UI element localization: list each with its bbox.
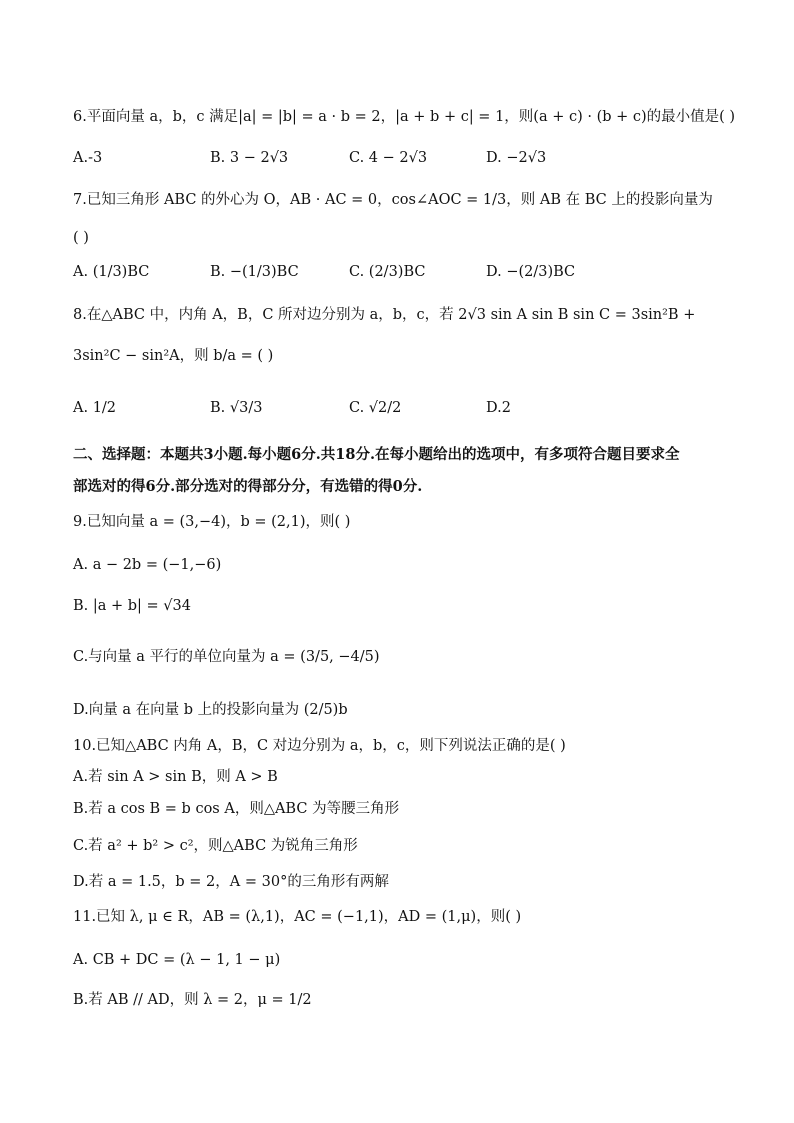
q8-option-b: B. √3/3 <box>210 400 263 416</box>
q6-stem: 6.平面向量 a，b，c 满足|a| = |b| = a · b = 2，|a + b + c| = 1，则(a + c) · (b + c)的最小值是( ) <box>73 109 736 125</box>
q11-stem: 11.已知 λ, μ ∈ R，AB = (λ,1)，AC = (−1,1)，AD = (1,μ)，则( ) <box>73 909 522 925</box>
q8-stem: 8.在△ABC 中，内角 A，B，C 所对边分别为 a，b，c，若 2√3 sin A sin B sin C = 3sin²B + <box>73 307 696 323</box>
q10-option-b: B.若 a cos B = b cos A，则△ABC 为等腰三角形 <box>73 801 400 817</box>
section2-heading-line2: 部选对的得6分.部分选对的得部分分，有选错的得0分. <box>73 478 423 495</box>
q8-option-a: A. 1/2 <box>73 400 117 416</box>
q6-option-c: C. 4 − 2√3 <box>349 150 428 166</box>
q9-option-b: B. |a + b| = √34 <box>73 598 191 614</box>
q10-option-c: C.若 a² + b² > c²，则△ABC 为锐角三角形 <box>73 838 358 854</box>
q11-option-a: A. CB + DC = (λ − 1, 1 − μ) <box>73 952 281 968</box>
q7-option-b: B. −(1/3)BC <box>210 264 299 280</box>
q7-stem: 7.已知三角形 ABC 的外心为 O，AB · AC = 0，cos∠AOC = 1/3，则 AB 在 BC 上的投影向量为 <box>73 192 713 208</box>
q6-option-a: A.-3 <box>73 150 103 166</box>
q11-option-b: B.若 AB // AD，则 λ = 2，μ = 1/2 <box>73 992 312 1008</box>
q6-option-b: B. 3 − 2√3 <box>210 150 289 166</box>
q9-option-c: C.与向量 a 平行的单位向量为 a = (3/5, −4/5) <box>73 649 380 665</box>
q9-option-a: A. a − 2b = (−1,−6) <box>73 557 222 573</box>
q10-option-d: D.若 a = 1.5，b = 2，A = 30°的三角形有两解 <box>73 874 389 890</box>
q8-option-c: C. √2/2 <box>349 400 402 416</box>
q7-stem-cont: ( ) <box>73 230 89 246</box>
q10-option-a: A.若 sin A > sin B，则 A > B <box>73 769 278 785</box>
section2-heading-line1: 二、选择题：本题共3小题.每小题6分.共18分.在每小题给出的选项中，有多项符合题目要求全 <box>73 446 680 463</box>
q9-stem: 9.已知向量 a = (3,−4)，b = (2,1)，则( ) <box>73 514 351 530</box>
q7-option-d: D. −(2/3)BC <box>486 264 576 280</box>
q7-option-c: C. (2/3)BC <box>349 264 426 280</box>
q8-option-d: D.2 <box>486 400 511 416</box>
q10-stem: 10.已知△ABC 内角 A，B，C 对边分别为 a，b，c，则下列说法正确的是( ) <box>73 738 566 754</box>
q7-option-a: A. (1/3)BC <box>73 264 150 280</box>
q9-option-d: D.向量 a 在向量 b 上的投影向量为 (2/5)b <box>73 702 348 718</box>
q8-stem-cont: 3sin²C − sin²A，则 b/a = ( ) <box>73 348 274 364</box>
q6-option-d: D. −2√3 <box>486 150 547 166</box>
